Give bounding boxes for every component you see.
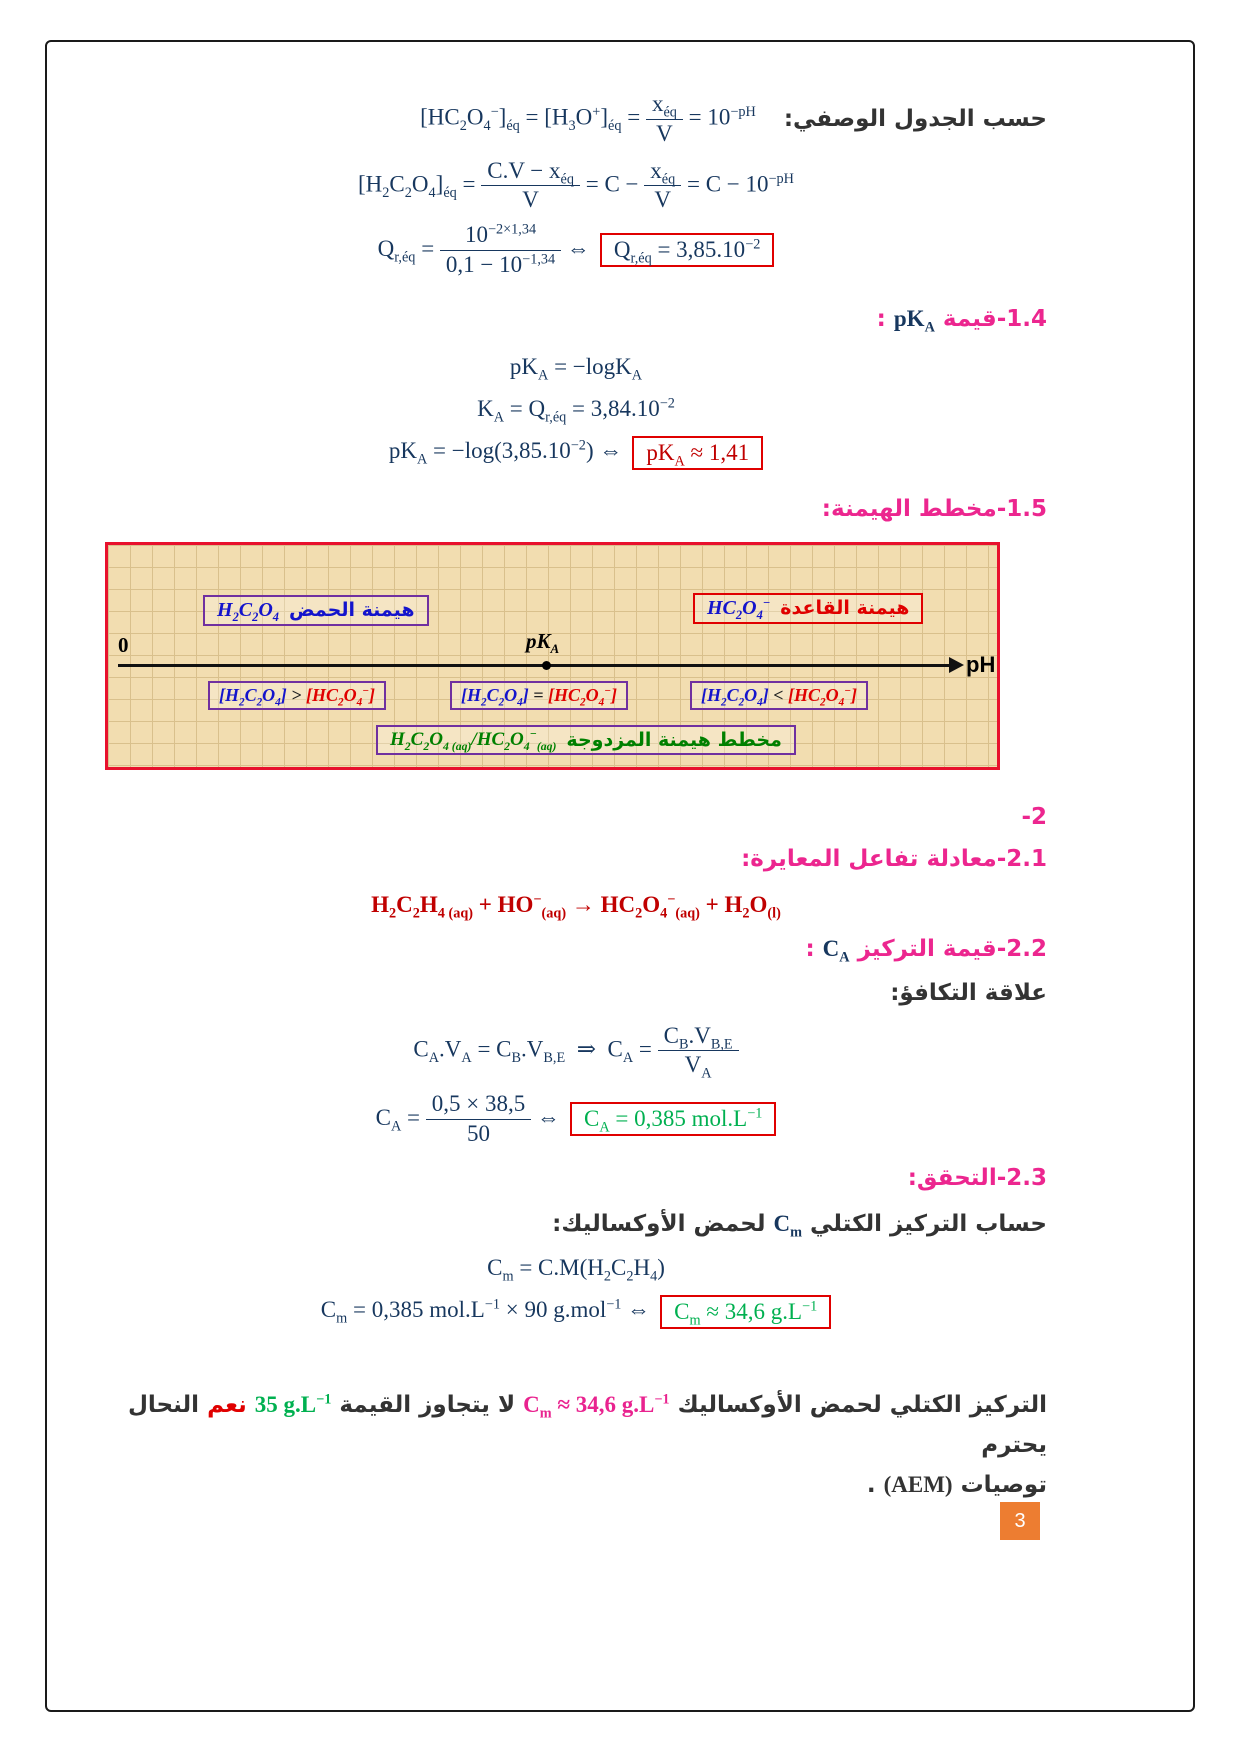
acid-domain-label: هيمنة الحمض [288,599,415,621]
cm-definition-equation: $C_m = C.M(H_2C_2H_4)$ [487,1254,665,1285]
equivalence-relation-label: علاقة التكافؤ: [890,979,1047,1006]
comparison-acid-dominant: $[H_2C_2O_4] > [HC_2O_4^-]$ [208,681,386,710]
heading-2-3-verification: 2.3-التحقق: [907,1164,1047,1191]
qr-equation-line [105,221,1047,280]
axis-origin-label: 0 [118,632,129,657]
dominance-diagram [105,542,1000,770]
heading-2: -2 [1021,803,1047,830]
heading-2-2-ca-value: 2.2-قيمة التركيز $C_A$ : [805,935,1047,966]
pka-definition-equation: $pK_A = -\log K_A$ [509,353,643,384]
couple-caption-label: مخطط هيمنة المزدوجة [566,728,782,751]
comparison-base-dominant: $[H_2C_2O_4] < [HC_2O_4^-]$ [690,681,868,710]
acid-domain-box [203,595,429,626]
equivalence-equation: $C_A.V_A = C_B.V_{B,E}$ ⇒ $C_A$ = $\frac{C_B.V_{B,E}}{V_A}$ [105,1022,1047,1081]
ca-calculation-line [105,1090,1047,1149]
pka-calculation: $pK_A = -\log(3,85.10^{-2})$ ⇔ [388,437,623,468]
ka-value-equation: $K_A = Q_{r,éq} = 3,84.10^{-2}$ [477,394,675,426]
conclusion-paragraph [105,1385,1047,1506]
page-number-badge: 3 [1000,1502,1040,1540]
hc2o4-equilibrium-equation: $[HC_2O_4^-]_{éq} = [H_3O^+]_{éq}$ = $\frac{x_{éq}}{V}$ = $10^{-pH}$ [420,91,756,146]
heading-1-4-pka: 1.4-قيمة $pK_A$ : [876,305,1047,336]
pka-result-box: $pK_A \approx 1,41$ [632,436,763,470]
heading-2-1-titration-equation: 2.1-معادلة تفاعل المعايرة: [741,845,1047,872]
pka-calculation-line [105,436,1047,470]
cm-calculation: $C_m = 0,385$ $mol.L^{-1} \times 90$ g.mol$^{-1}$ ⇔ [320,1296,651,1327]
h2c2o4-equilibrium-equation: $[H_2C_2O_4]_{éq}$ = $\frac{C.V - x_{éq}}{V}$ = C − $\frac{x_{éq}}{V}$ = $C - 10^{-pH}$ [358,157,794,213]
ph-axis-label: pH [966,651,996,677]
ca-calculation: $C_A$ = $\frac{0,5 \times 38,5}{50}$ ⇔ [375,1091,560,1146]
qr-calculation: $Q_{r,éq}$ = $\frac{10^{-2\times 1,34}}{0,1 - 10^{-1,34}}$ ⇔ [377,221,590,277]
base-domain-label: هيمنة القاعدة [780,597,910,619]
couple-formula: $H_2C_2O_{4 (aq)}/HC_2O_4^-_{(aq)}$ [390,727,557,753]
comparison-equal: $[H_2C_2O_4] = [HC_2O_4^-]$ [450,681,628,710]
qr-result-box: $Q_{r,éq} = 3,85.10^{-2}$ [600,233,774,267]
ca-result-box: $C_A = 0,385$ $mol.L^{-1}$ [570,1102,776,1136]
descriptive-table-row [105,90,1047,149]
ph-axis [118,664,951,667]
cm-result-box: $C_m \approx 34,6$ $g.L^{-1}$ [660,1295,831,1329]
ph-axis-arrowhead-icon [949,657,964,673]
pka-axis-label: $pK_A$ [526,628,560,656]
acid-formula: $H_2C_2O_4$ [217,598,279,624]
base-domain-box [693,593,923,624]
cm-calculation-line [105,1295,1047,1329]
couple-caption-box [376,725,796,755]
page-content [45,40,1195,1712]
intro-label: حسب الجدول الوصفي: [783,106,1047,133]
titration-reaction-equation: $H_2C_2H_{4 (aq)} + HO^-_{(aq)} \to HC_2O_4^-_{(aq)} + H_2O_{(l)}$ [371,890,781,922]
base-formula: $HC_2O_4^-$ [707,594,771,622]
conclusion-line-2: توصيات (AEM) . [866,1472,1047,1498]
conclusion-line-1: التركيز الكتلي لحمض الأوكساليك $C_m \approx 34,6$ $g.L^{-1}$ لا يتجاوز القيمة 35 $g.L^{-1}$ نعم النحال يحترم [127,1390,1047,1458]
mass-concentration-label: حساب التركيز الكتلي $C_m$ لحمض الأوكساليك: [552,1210,1047,1241]
heading-1-5-dominance-diagram: 1.5-مخطط الهيمنة: [821,495,1047,522]
pka-point [542,661,551,670]
